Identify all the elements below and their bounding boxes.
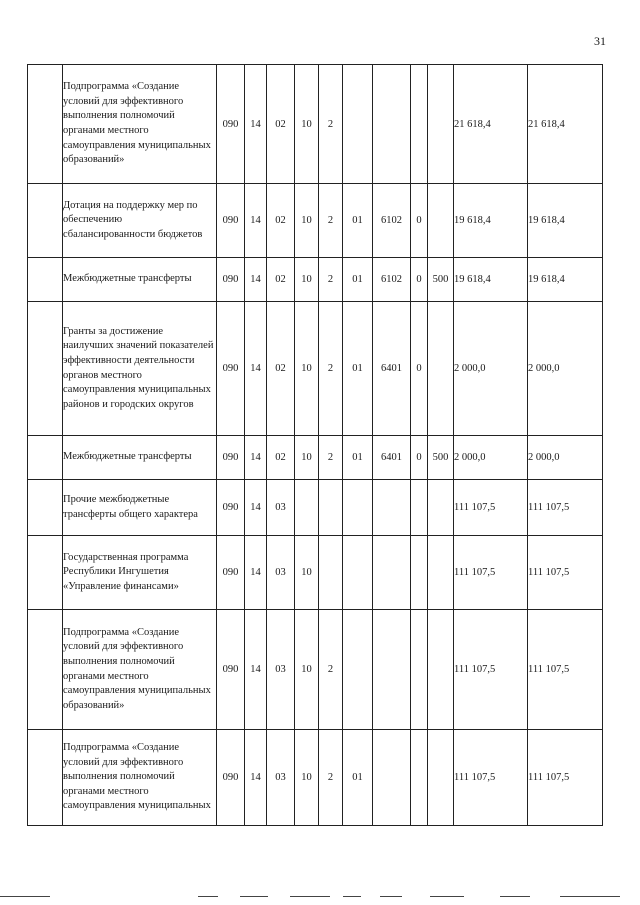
row-index-cell	[28, 730, 63, 826]
row-index-cell	[28, 302, 63, 436]
code-cell: 02	[267, 184, 295, 258]
code-cell: 02	[267, 65, 295, 184]
row-index-cell	[28, 536, 63, 610]
code-cell	[428, 536, 454, 610]
code-cell: 2	[319, 436, 343, 480]
code-cell: 10	[295, 610, 319, 730]
code-cell: 02	[267, 302, 295, 436]
code-cell: 090	[217, 436, 245, 480]
code-cell: 10	[295, 184, 319, 258]
scan-artifacts	[0, 896, 640, 905]
row-index-cell	[28, 258, 63, 302]
row-name: Межбюджетные трансферты	[63, 258, 217, 302]
amount-cell: 111 107,5	[528, 610, 603, 730]
code-cell	[428, 302, 454, 436]
row-index-cell	[28, 610, 63, 730]
amount-cell: 2 000,0	[454, 436, 528, 480]
row-name: Межбюджетные трансферты	[63, 436, 217, 480]
budget-table	[27, 64, 603, 826]
code-cell	[295, 480, 319, 536]
code-cell: 2	[319, 65, 343, 184]
code-cell: 14	[245, 436, 267, 480]
row-name: Дотация на поддержку мер по обеспечению сбалансированности бюджетов	[63, 184, 217, 258]
code-cell	[319, 536, 343, 610]
code-cell	[428, 610, 454, 730]
code-cell: 6401	[373, 302, 411, 436]
amount-cell: 21 618,4	[528, 65, 603, 184]
code-cell: 10	[295, 65, 319, 184]
code-cell: 01	[343, 730, 373, 826]
code-cell: 500	[428, 436, 454, 480]
table-row	[28, 536, 603, 610]
code-cell: 0	[411, 436, 428, 480]
code-cell: 14	[245, 302, 267, 436]
amount-cell: 111 107,5	[454, 536, 528, 610]
code-cell: 090	[217, 480, 245, 536]
code-cell: 02	[267, 258, 295, 302]
code-cell: 01	[343, 436, 373, 480]
code-cell	[373, 610, 411, 730]
code-cell	[373, 730, 411, 826]
code-cell: 10	[295, 536, 319, 610]
row-index-cell	[28, 65, 63, 184]
code-cell: 10	[295, 436, 319, 480]
code-cell: 14	[245, 480, 267, 536]
code-cell: 02	[267, 436, 295, 480]
table-row	[28, 480, 603, 536]
code-cell: 10	[295, 302, 319, 436]
code-cell: 2	[319, 258, 343, 302]
code-cell: 01	[343, 258, 373, 302]
row-name: Прочие межбюджетные трансферты общего характера	[63, 480, 217, 536]
row-name: Подпрограмма «Создание условий для эффективного выполнения полномочий органами местного самоуправления муниципальных образований»	[63, 65, 217, 184]
amount-cell: 2 000,0	[528, 436, 603, 480]
page-number: 31	[594, 34, 606, 48]
amount-cell: 111 107,5	[528, 536, 603, 610]
amount-cell: 19 618,4	[454, 258, 528, 302]
code-cell	[411, 536, 428, 610]
table-row	[28, 610, 603, 730]
code-cell: 090	[217, 302, 245, 436]
code-cell	[343, 536, 373, 610]
code-cell: 0	[411, 302, 428, 436]
table-row	[28, 302, 603, 436]
code-cell	[428, 65, 454, 184]
code-cell	[373, 480, 411, 536]
code-cell: 14	[245, 258, 267, 302]
code-cell	[411, 65, 428, 184]
amount-cell: 111 107,5	[454, 480, 528, 536]
code-cell: 03	[267, 730, 295, 826]
code-cell: 10	[295, 258, 319, 302]
amount-cell: 111 107,5	[528, 480, 603, 536]
amount-cell: 19 618,4	[528, 258, 603, 302]
amount-cell: 21 618,4	[454, 65, 528, 184]
code-cell: 14	[245, 184, 267, 258]
code-cell: 090	[217, 610, 245, 730]
code-cell: 01	[343, 184, 373, 258]
code-cell	[428, 184, 454, 258]
code-cell: 090	[217, 184, 245, 258]
code-cell: 03	[267, 610, 295, 730]
code-cell: 01	[343, 302, 373, 436]
row-name: Гранты за достижение наилучших значений показателей эффективности деятельности органов местного самоуправления муниципальных районов и городских округов	[63, 302, 217, 436]
code-cell: 2	[319, 184, 343, 258]
table-row	[28, 730, 603, 826]
code-cell: 090	[217, 536, 245, 610]
code-cell: 6102	[373, 258, 411, 302]
amount-cell: 2 000,0	[528, 302, 603, 436]
amount-cell: 111 107,5	[454, 730, 528, 826]
amount-cell: 111 107,5	[454, 610, 528, 730]
table-row	[28, 65, 603, 184]
code-cell: 6401	[373, 436, 411, 480]
code-cell: 14	[245, 610, 267, 730]
amount-cell: 19 618,4	[454, 184, 528, 258]
code-cell: 2	[319, 610, 343, 730]
code-cell	[428, 730, 454, 826]
code-cell	[343, 610, 373, 730]
code-cell	[343, 65, 373, 184]
row-index-cell	[28, 480, 63, 536]
code-cell	[373, 536, 411, 610]
code-cell: 14	[245, 65, 267, 184]
amount-cell: 2 000,0	[454, 302, 528, 436]
table-row	[28, 258, 603, 302]
code-cell: 0	[411, 184, 428, 258]
code-cell: 500	[428, 258, 454, 302]
row-name: Государственная программа Республики Ингушетия «Управление финансами»	[63, 536, 217, 610]
row-index-cell	[28, 184, 63, 258]
code-cell	[411, 730, 428, 826]
amount-cell: 111 107,5	[528, 730, 603, 826]
code-cell: 14	[245, 536, 267, 610]
code-cell: 0	[411, 258, 428, 302]
code-cell: 14	[245, 730, 267, 826]
row-index-cell	[28, 436, 63, 480]
code-cell	[428, 480, 454, 536]
code-cell	[343, 480, 373, 536]
code-cell: 03	[267, 480, 295, 536]
table-row	[28, 184, 603, 258]
amount-cell: 19 618,4	[528, 184, 603, 258]
code-cell: 6102	[373, 184, 411, 258]
code-cell	[411, 610, 428, 730]
row-name: Подпрограмма «Создание условий для эффективного выполнения полномочий органами местного самоуправления муниципальных	[63, 730, 217, 826]
code-cell: 090	[217, 730, 245, 826]
table-row	[28, 436, 603, 480]
code-cell: 03	[267, 536, 295, 610]
code-cell: 090	[217, 65, 245, 184]
code-cell: 2	[319, 730, 343, 826]
code-cell	[411, 480, 428, 536]
code-cell: 2	[319, 302, 343, 436]
code-cell: 090	[217, 258, 245, 302]
row-name: Подпрограмма «Создание условий для эффективного выполнения полномочий органами местного самоуправления муниципальных образований»	[63, 610, 217, 730]
code-cell: 10	[295, 730, 319, 826]
code-cell	[319, 480, 343, 536]
code-cell	[373, 65, 411, 184]
